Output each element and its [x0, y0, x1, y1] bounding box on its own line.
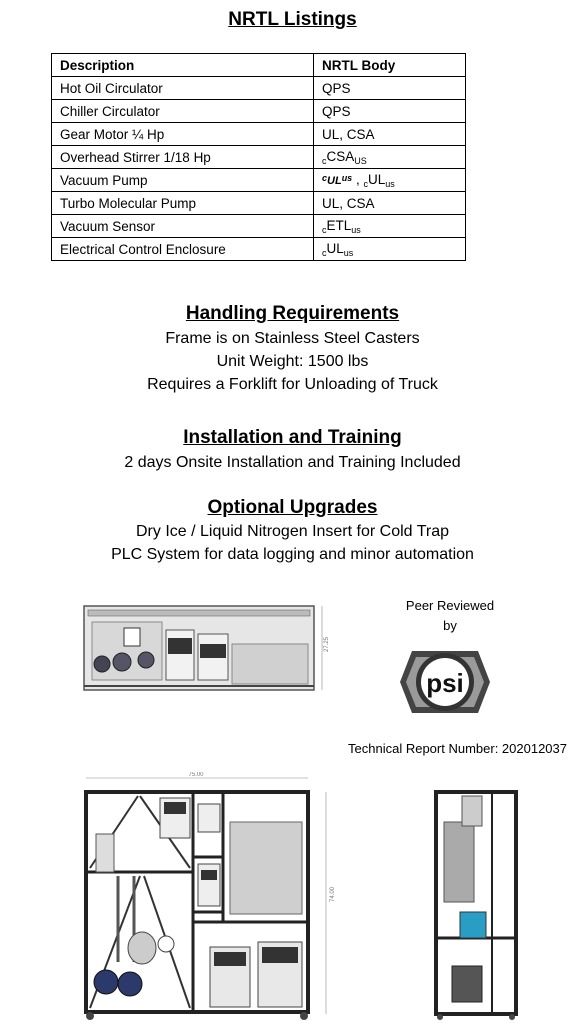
- table-row: [52, 100, 466, 123]
- row-description: Overhead Stirrer 1/18 Hp: [52, 146, 314, 169]
- psi-logo-icon: [390, 637, 500, 727]
- row-description: Gear Motor ¼ Hp: [52, 123, 314, 146]
- table-row: [52, 77, 466, 100]
- row-description: Vacuum Sensor: [52, 215, 314, 238]
- table-row: [52, 192, 466, 215]
- row-description: Turbo Molecular Pump: [52, 192, 314, 215]
- table-row: [52, 146, 466, 169]
- row-nrtl-body: QPS: [314, 77, 466, 100]
- row-nrtl-body: $^cUL^{us}$ , $_cUL_{us}$: [314, 169, 466, 192]
- table-row: [52, 215, 466, 238]
- nrtl-table: [51, 53, 466, 261]
- technical-report-number: Technical Report Number: 202012037: [348, 741, 567, 756]
- table-row: [52, 123, 466, 146]
- row-description: Electrical Control Enclosure: [52, 238, 314, 261]
- handling-line: Unit Weight: 1500 lbs: [216, 353, 369, 370]
- table-header-row: [52, 54, 466, 77]
- handling-line: Frame is on Stainless Steel Casters: [165, 330, 420, 347]
- front-view-drawing: [78, 772, 348, 1022]
- row-nrtl-body: UL, CSA: [314, 123, 466, 146]
- peer-review-block: [330, 598, 585, 756]
- row-nrtl-body: $_cUL_{us}$: [314, 238, 466, 261]
- column-header-description: Description: [52, 54, 314, 77]
- upgrades-title: Optional Upgrades: [207, 497, 378, 518]
- row-nrtl-body: $_cETL_{us}$: [314, 215, 466, 238]
- upgrades-line: PLC System for data logging and minor automation: [111, 546, 474, 563]
- nrtl-title: NRTL Listings: [228, 9, 357, 30]
- row-nrtl-body: QPS: [314, 100, 466, 123]
- psi-logo-text: psi: [426, 668, 464, 698]
- handling-line: Requires a Forklift for Unloading of Truck: [147, 376, 438, 393]
- installation-title: Installation and Training: [183, 427, 402, 448]
- front-width-dimension: 75.00: [188, 772, 204, 778]
- installation-line: 2 days Onsite Installation and Training Included: [124, 454, 461, 471]
- table-row: [52, 169, 466, 192]
- ul-listed-mark-icon: $^cUL^{us}$: [322, 172, 353, 187]
- peer-reviewed-by: by: [443, 618, 457, 633]
- handling-title: Handling Requirements: [185, 303, 400, 324]
- table-row: [52, 238, 466, 261]
- peer-reviewed-label: Peer Reviewed: [405, 598, 495, 613]
- upgrades-line: Dry Ice / Liquid Nitrogen Insert for Cold Trap: [135, 523, 450, 540]
- column-header-nrtl-body: NRTL Body: [314, 54, 466, 77]
- row-description: Hot Oil Circulator: [52, 77, 314, 100]
- row-nrtl-body: $_cCSA_{US}$: [314, 146, 466, 169]
- top-view-drawing: [80, 604, 338, 694]
- front-height-dimension: 74.00: [330, 886, 336, 902]
- row-description: Chiller Circulator: [52, 100, 314, 123]
- side-view-drawing: [432, 788, 522, 1020]
- row-description: Vacuum Pump: [52, 169, 314, 192]
- top-view-dimension: 27.25: [324, 636, 330, 652]
- row-nrtl-body: UL, CSA: [314, 192, 466, 215]
